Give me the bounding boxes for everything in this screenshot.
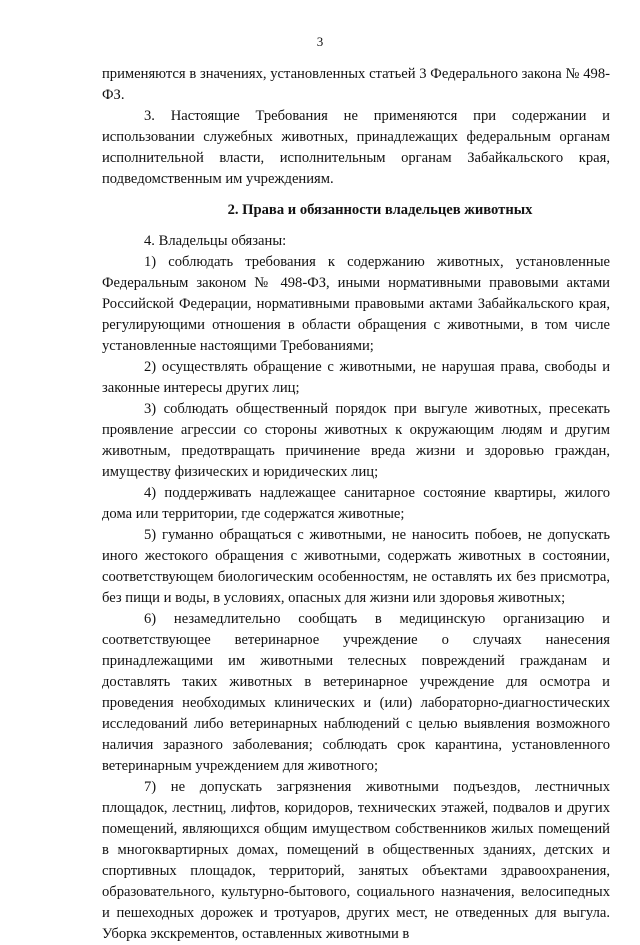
paragraph-subitem-6: 6) незамедлительно сообщать в медицинскую организацию и соответствующее ветеринарное учреждение о случаях нанесения принадлежащими им животными телесных повреждений гражданам и доставлять таких животных в ветеринарное учреждение для осмотра и проведения необходимых клинических и (или) лабораторно-диагностических исследований либо ветеринарных наблюдений с целью выявления возможного наличия заразного заболевания; соблюдать срок карантина, установленного ветеринарным учреждением для животного; — [102, 611, 610, 774]
paragraph-subitem-5: 5) гуманно обращаться с животными, не наносить побоев, не допускать иного жестокого обращения с животными, содержать животных в состоянии, соответствующем биологическим особенностям, не оставлять их без присмотра, без пищи и воды, в условиях, опасных для жизни или здоровья животных; — [102, 527, 610, 606]
section-heading — [102, 200, 610, 221]
page-number: 3 — [316, 34, 324, 49]
paragraph-item-4: 4. Владельцы обязаны: — [144, 233, 287, 249]
paragraph-subitem-1: 1) соблюдать требования к содержанию животных, установленные Федеральным законом № 498-ФЗ, иными нормативными правовыми актами Российской Федерации, нормативными правовыми актами Забайкальского края, регулирующими отношения в области обращения с животными, в том числе установленные настоящими Требованиями; — [102, 254, 610, 354]
paragraph-subitem-2: 2) осуществлять обращение с животными, не нарушая права, свободы и законные интересы других лиц; — [102, 359, 610, 396]
paragraph-item-3: 3. Настоящие Требования не применяются при содержании и использовании служебных животных, принадлежащих федеральным органам исполнительной власти, исполнительным органам Забайкальского края, подведомственным им учреждениям. — [102, 108, 610, 187]
paragraph-subitem-4: 4) поддерживать надлежащее санитарное состояние квартиры, жилого дома или территории, где содержатся животные; — [102, 485, 610, 522]
paragraph-continuation: применяются в значениях, установленных статьей 3 Федерального закона № 498-ФЗ. — [102, 66, 610, 103]
paragraph-subitem-3: 3) соблюдать общественный порядок при выгуле животных, пресекать проявление агрессии со стороны животных к окружающим людям и другим животным, предотвращать причинение вреда жизни и здоровью граждан, имуществу физических и юридических лиц; — [102, 401, 610, 480]
section-heading-text: 2. Права и обязанности владельцев животных — [227, 202, 533, 218]
document-body — [102, 64, 610, 945]
paragraph-subitem-7: 7) не допускать загрязнения животными подъездов, лестничных площадок, лестниц, лифтов, коридоров, технических этажей, подвалов и других помещений, являющихся общим имуществом собственников жилых помещений в многоквартирных домах, помещений в общественных зданиях, детских и спортивных площадок, территорий, занятых объектами здравоохранения, образовательного, культурно-бытового, социального назначения, велосипедных и пешеходных дорожек и тротуаров, других мест, не отведенных для выгула. Уборка экскрементов, оставленных животными в — [102, 779, 610, 942]
